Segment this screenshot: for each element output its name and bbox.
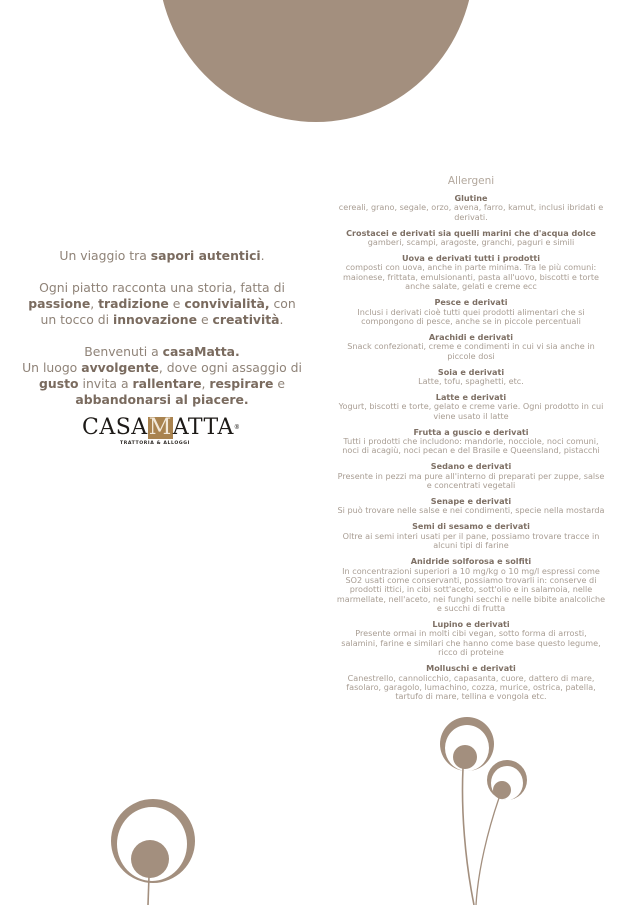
logo-subtitle: TRATTORIA & ALLOGGI <box>120 441 190 446</box>
allergen-item <box>336 557 606 613</box>
allergen-title: Crostacei e derivati sia quelli marini che d'acqua dolce <box>346 227 596 238</box>
allergen-desc: Oltre ai semi interi usati per il pane, possiamo trovare tracce in alcuni tipi di farine <box>342 530 600 551</box>
text: Un luogo <box>22 360 82 375</box>
text: . <box>260 248 265 263</box>
allergen-desc: Presente in pezzi ma pure all'interno di preparati per zuppe, salse e concentrati vegetali <box>337 470 605 491</box>
flower-right-icon <box>440 717 527 905</box>
allergen-item <box>336 664 606 702</box>
allergen-item <box>336 393 606 421</box>
allergen-title: Lupino e derivati <box>432 619 510 630</box>
allergen-item <box>336 368 606 387</box>
highlight: convivialità, <box>184 296 270 311</box>
text: e <box>168 296 185 311</box>
allergen-item <box>336 497 606 516</box>
highlight: innovazione <box>112 312 198 327</box>
allergen-item <box>336 194 606 222</box>
allergen-item <box>336 462 606 490</box>
highlight: passione <box>28 296 91 311</box>
allergen-heading: Allergeni <box>447 175 495 187</box>
intro-text <box>22 248 302 424</box>
allergen-desc: Latte, tofu, spaghetti, etc. <box>418 376 524 386</box>
logo-part: ATTA <box>172 415 234 440</box>
highlight: sapori autentici <box>150 248 261 263</box>
logo-m-block: M <box>148 415 172 440</box>
allergen-desc: In concentrazioni superiori a 10 mg/kg o 10 mg/l espressi come SO2 usati come conservanti, possiamo trovarli in: conserve di prodotti ittici, in cibi sott'aceto, sott'olio e in salamoia, nelle marmellate, nell'aceto, nei funghi secchi e nelle bibite analcoliche e succhi di frutta <box>336 565 606 614</box>
allergen-title: Molluschi e derivati <box>426 663 516 674</box>
allergen-desc: Presente ormai in molti cibi vegan, sotto forma di arrosti, salamini, farine e similari che hanno come base questo legume, ricco di proteine <box>341 628 601 658</box>
allergen-desc: Canestrello, cannolicchio, capasanta, cuore, dattero di mare, fasolaro, garagolo, lumachino, cozza, murice, ostrica, patella, tartufo di mare, tellina e vongola etc. <box>346 672 596 702</box>
allergen-title: Soia e derivati <box>437 366 505 377</box>
allergen-item <box>336 333 606 361</box>
allergen-desc: Si può trovare nelle salse e nei condimenti, specie nella mostarda <box>337 505 605 516</box>
highlight: gusto <box>39 376 79 391</box>
text: con un tocco di <box>40 296 296 327</box>
allergen-list <box>336 175 606 708</box>
text: , <box>201 376 210 391</box>
allergen-title: Anidride solforosa e solfiti <box>410 556 532 567</box>
intro-paragraph-2 <box>22 280 302 328</box>
allergen-desc: Yogurt, biscotti e torte, gelato e creme varie. Ogni prodotto in cui viene usato il latte <box>338 401 604 421</box>
allergen-item <box>336 428 606 456</box>
allergen-desc: composti con uova, anche in parte minima. Tra le più comuni: maionese, frittata, emulsionanti, pasta all'uovo, biscotti e torte anche salate, gelati e creme ecc <box>343 262 599 292</box>
highlight: tradizione <box>98 296 169 311</box>
registered-mark: ® <box>233 424 241 431</box>
text: e <box>273 376 285 391</box>
text: Benvenuti a <box>84 344 163 359</box>
text: Un viaggio tra <box>59 248 151 263</box>
highlight: abbandonarsi al piacere. <box>75 392 249 407</box>
flower-left-icon <box>111 799 195 905</box>
highlight: casaMatta. <box>162 344 240 359</box>
text: , dove ogni assaggio di <box>158 360 302 375</box>
top-ring-icon <box>113 0 497 154</box>
highlight: creatività <box>212 312 280 327</box>
allergen-desc: cereali, grano, segale, orzo, avena, farro, kamut, inclusi ibridati e derivati. <box>338 202 604 222</box>
logo-wordmark <box>82 415 241 440</box>
allergen-title: Sedano e derivati <box>430 461 512 472</box>
text: Ogni piatto racconta una storia, fatta di <box>39 280 285 295</box>
allergen-desc: Tutti i prodotti che includono: mandorle, nocciole, noci comuni, noci di acagiù, noci pecan e del Brasile e Queensland, pistacchi <box>342 436 600 456</box>
allergen-desc: Inclusi i derivati cioè tutti quei prodotti alimentari che si compongono di pesce, anche se in piccole percentuali <box>357 306 585 326</box>
highlight: rallentare <box>132 376 202 391</box>
allergen-title: Arachidi e derivati <box>428 331 514 342</box>
allergen-title: Frutta a guscio e derivati <box>413 426 529 437</box>
intro-paragraph-3 <box>22 344 302 408</box>
casamatta-logo <box>82 415 241 446</box>
text: . <box>279 312 284 327</box>
text: invita a <box>78 376 133 391</box>
allergen-item <box>336 620 606 658</box>
allergen-title: Pesce e derivati <box>434 297 508 308</box>
allergen-title: Glutine <box>454 193 488 203</box>
intro-paragraph-1 <box>22 248 302 264</box>
highlight: respirare <box>209 376 274 391</box>
text: e <box>197 312 213 327</box>
text: , <box>90 296 99 311</box>
allergen-item <box>336 229 606 248</box>
highlight: avvolgente <box>81 360 159 375</box>
allergen-title: Uova e derivati tutti i prodotti <box>401 253 540 264</box>
allergen-title: Semi di sesamo e derivati <box>412 521 530 532</box>
allergen-desc: gamberi, scampi, aragoste, granchi, paguri e simili <box>367 237 575 248</box>
allergen-desc: Snack confezionati, creme e condimenti in cui vi sia anche in piccole dosi <box>347 341 595 361</box>
allergen-title: Senape e derivati <box>430 496 512 507</box>
allergen-item <box>336 522 606 550</box>
allergen-item <box>336 298 606 326</box>
allergen-item <box>336 254 606 292</box>
logo-part: CASA <box>82 415 148 440</box>
allergen-title: Latte e derivati <box>435 391 507 402</box>
